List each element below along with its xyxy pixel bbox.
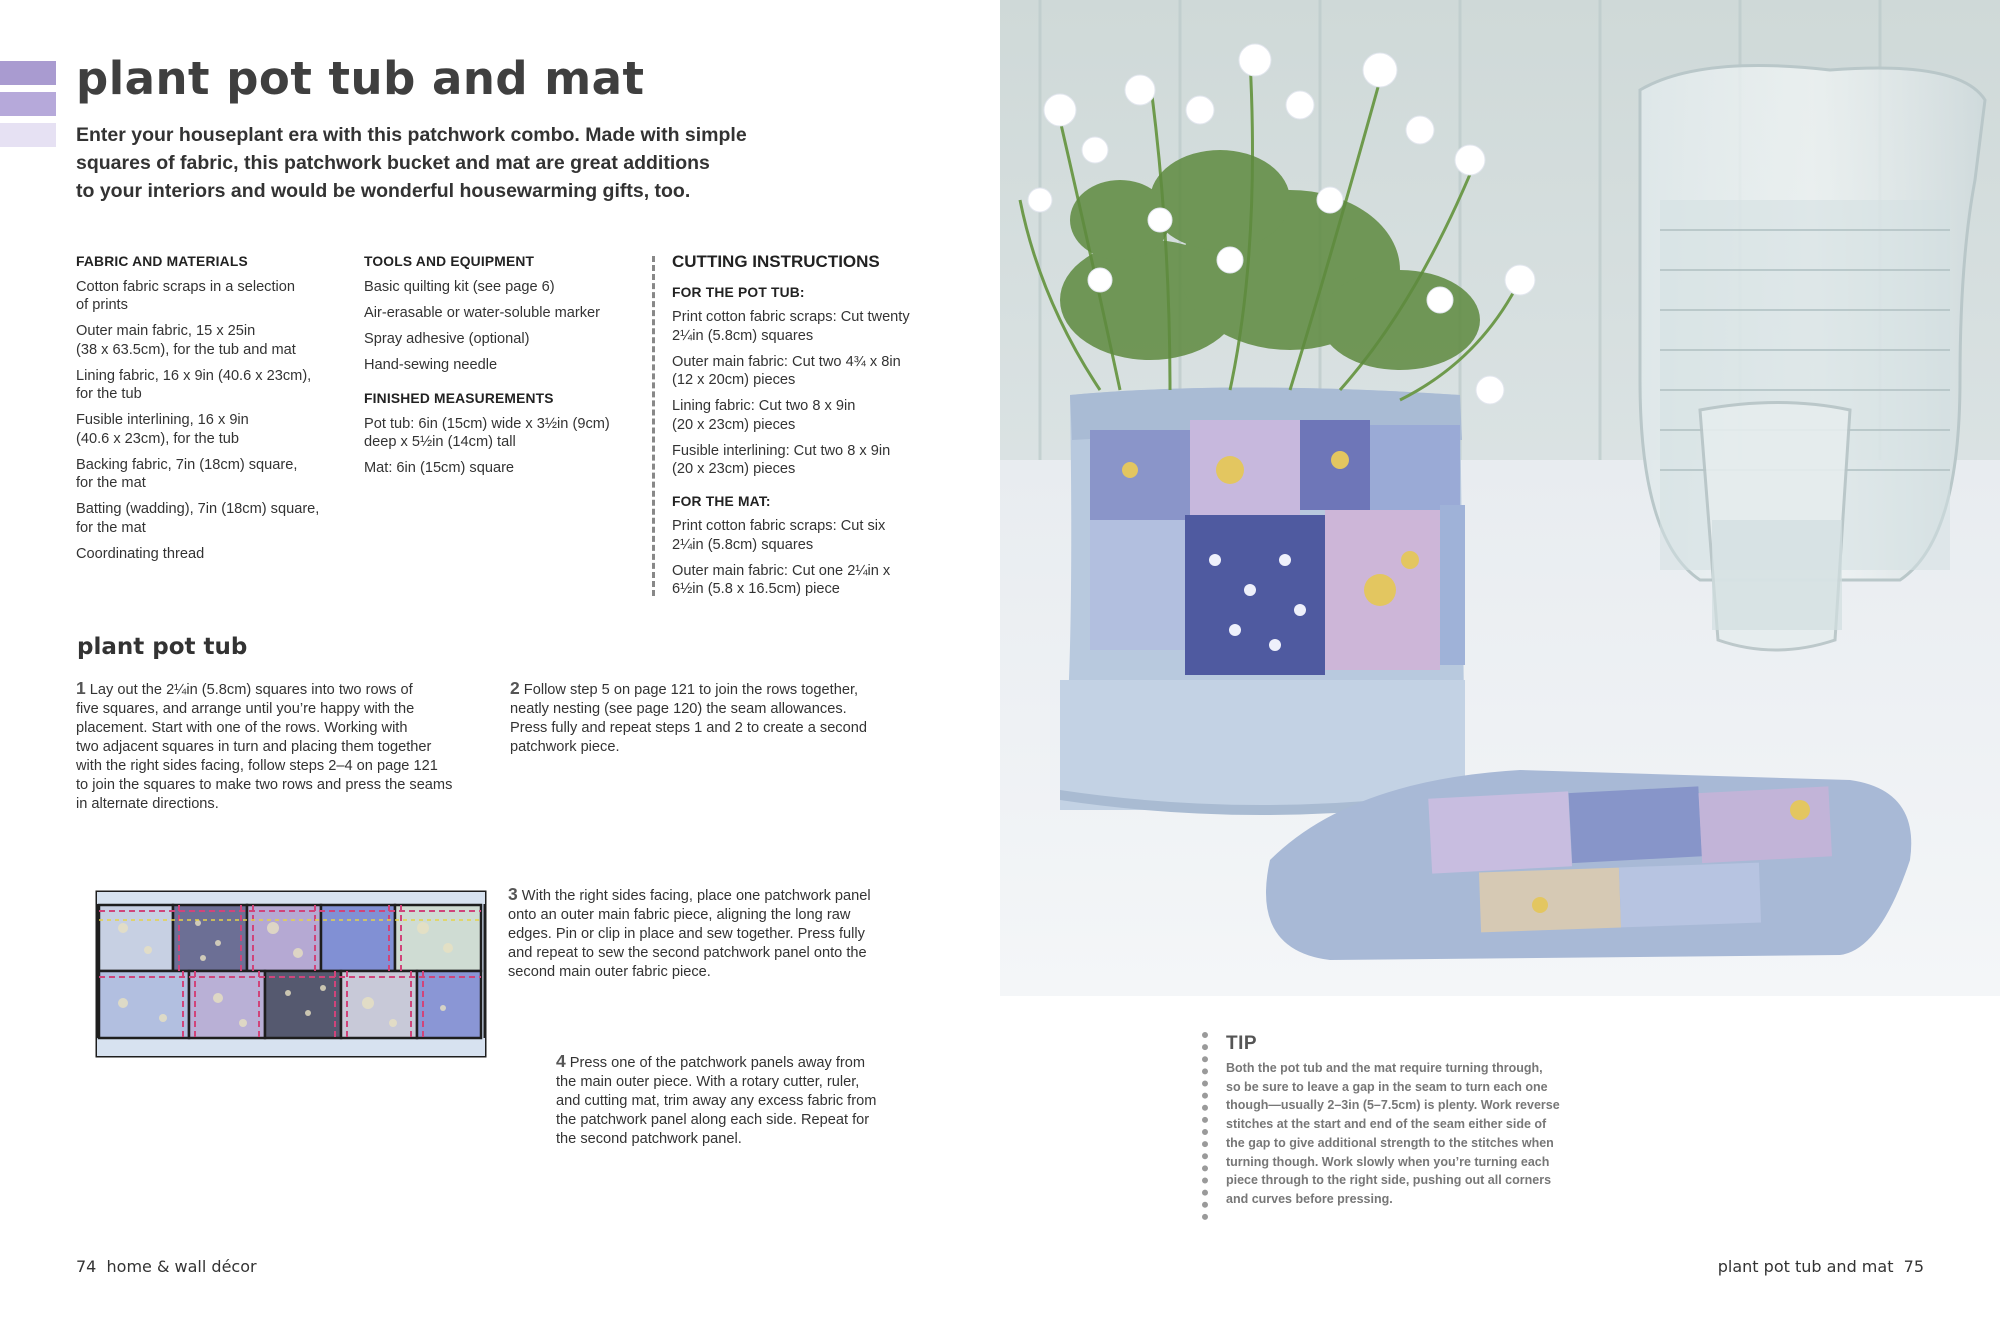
fabric-materials-list <box>76 253 346 571</box>
page-number: 74 <box>76 1257 97 1276</box>
tools-heading: TOOLS AND EQUIPMENT <box>364 254 535 269</box>
tip-box <box>1226 1033 1586 1209</box>
accent-swatch <box>0 92 56 116</box>
cutting-instructions <box>672 253 932 606</box>
pot-tub-subheading: FOR THE POT TUB: <box>672 284 805 300</box>
list-item: Outer main fabric: Cut two 4¾ x 8in (12 x 20cm) pieces <box>672 353 901 388</box>
tip-heading: TIP <box>1226 1033 1258 1054</box>
tools-list <box>364 253 644 485</box>
step-3: 3 With the right sides facing, place one patchwork panel onto an outer main fabric piece, aligning the long raw edges. Pin or clip in place and sew together. Press fully and repeat to sew the second patchwork panel onto the second main outer fabric piece. <box>508 884 871 980</box>
section-title: plant pot tub <box>77 634 248 660</box>
list-item: Basic quilting kit (see page 6) <box>364 278 555 295</box>
step-1: 1 Lay out the 2¼in (5.8cm) squares into two rows of five squares, and arrange until you’re happy with the placement. Start with one of the rows. Working with two adjacent squares in turn and placing them together with the right sides facing, follow steps 2–4 on page 121 to join the squares to make two rows and press the seams in alternate directions. <box>76 678 453 812</box>
step-4: 4 Press one of the patchwork panels away from the main outer piece. With a rotary cutter, ruler, and cutting mat, trim away any excess fabric from the patchwork panel along each side. Repeat for the second patchwork panel. <box>556 1051 877 1147</box>
list-item: Hand-sewing needle <box>364 356 498 373</box>
step-number: 3 <box>508 884 518 904</box>
accent-swatch <box>0 61 56 85</box>
mat-subheading: FOR THE MAT: <box>672 493 771 509</box>
right-page-footer <box>1718 1257 1924 1276</box>
step-number: 4 <box>556 1051 566 1071</box>
plant-pot-tub-photo <box>1000 0 2000 996</box>
list-item: Batting (wadding), 7in (18cm) square, for the mat <box>76 501 320 536</box>
step-2: 2 Follow step 5 on page 121 to join the rows together, neatly nesting (see page 120) the seam allowances. Press fully and repeat steps 1 and 2 to create a second patchwork piece. <box>510 678 867 755</box>
list-item: Outer main fabric, 15 x 25in (38 x 63.5cm), for the tub and mat <box>76 323 296 358</box>
list-item: Fusible interlining: Cut two 8 x 9in (20 x 23cm) pieces <box>672 442 891 477</box>
list-item: Cotton fabric scraps in a selection of prints <box>76 278 296 313</box>
list-item: Outer main fabric: Cut one 2¼in x 6½in (5.8 x 16.5cm) piece <box>672 562 891 597</box>
list-item: Backing fabric, 7in (18cm) square, for the mat <box>76 456 298 491</box>
list-item: Fusible interlining, 16 x 9in (40.6 x 23cm), for the tub <box>76 412 249 447</box>
list-item: Coordinating thread <box>76 545 205 562</box>
list-item: Air-erasable or water-soluble marker <box>364 304 601 321</box>
tip-divider <box>1202 1032 1208 1220</box>
list-item: Mat: 6in (15cm) square <box>364 460 515 476</box>
left-page-footer <box>76 1257 257 1276</box>
list-item: Print cotton fabric scraps: Cut twenty 2¼in (5.8cm) squares <box>672 309 910 344</box>
patchwork-panel-diagram <box>93 888 493 1060</box>
tip-text: Both the pot tub and the mat require turning through, so be sure to leave a gap in the seam to turn each one though—usually 2–3in (5–7.5cm) is plenty. Work reverse stitches at the start and end of the seam either side of the gap to give additional strength to the stitches when turning though. Work slowly when you’re turning each piece through to the right side, pushing out all corners and curves before pressing. <box>1226 1061 1560 1206</box>
dashed-divider <box>652 256 655 596</box>
list-item: Print cotton fabric scraps: Cut six 2¼in (5.8cm) squares <box>672 518 886 553</box>
list-item: Pot tub: 6in (15cm) wide x 3½in (9cm) deep x 5½in (14cm) tall <box>364 415 610 450</box>
accent-swatch <box>0 123 56 147</box>
step-number: 1 <box>76 678 86 698</box>
page-title: plant pot tub and mat <box>76 52 645 105</box>
list-item: Lining fabric: Cut two 8 x 9in (20 x 23cm) pieces <box>672 398 856 433</box>
fabric-materials-heading: FABRIC AND MATERIALS <box>76 254 248 269</box>
intro-paragraph: Enter your houseplant era with this patchwork combo. Made with simple squares of fabric, this patchwork bucket and mat are great additions to your interiors and would be wonderful housewarming gifts, too. <box>76 124 747 202</box>
finished-measurements-heading: FINISHED MEASUREMENTS <box>364 391 554 406</box>
chapter-title: plant pot tub and mat <box>1717 1257 1894 1276</box>
step-number: 2 <box>510 678 520 698</box>
section-name: home & wall décor <box>106 1257 257 1276</box>
page-number: 75 <box>1903 1257 1924 1276</box>
list-item: Spray adhesive (optional) <box>364 330 530 347</box>
cutting-heading: CUTTING INSTRUCTIONS <box>672 252 880 271</box>
list-item: Lining fabric, 16 x 9in (40.6 x 23cm), for the tub <box>76 367 312 402</box>
